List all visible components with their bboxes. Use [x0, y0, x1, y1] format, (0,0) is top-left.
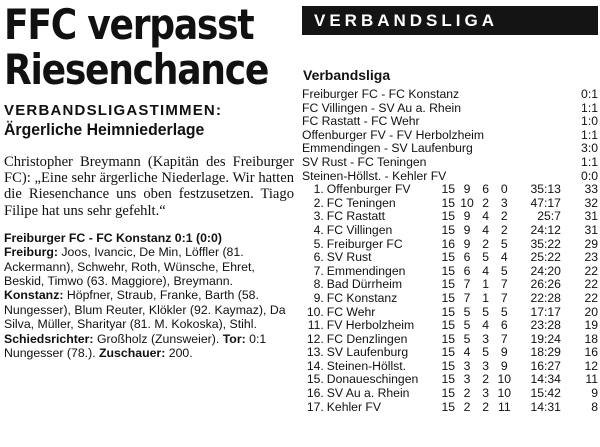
standings-goals: 16:27 — [530, 358, 561, 373]
result-match: SV Rust - FC Teningen — [302, 154, 427, 169]
standings-l: 10 — [497, 386, 512, 401]
standings-l: 5 — [500, 304, 508, 319]
standings-w: 5 — [463, 331, 471, 346]
standings-w: 10 — [460, 195, 474, 210]
standings-rank: 4. — [313, 222, 324, 237]
standings-goals: 18:29 — [530, 345, 561, 360]
match-report — [4, 231, 294, 361]
standings-d: 3 — [482, 386, 490, 401]
standings-pts: 33 — [584, 182, 598, 197]
result-match: Freiburger FC - FC Konstanz — [302, 87, 460, 101]
result-match: FC Rastatt - FC Wehr — [302, 114, 420, 129]
result-row — [302, 88, 598, 102]
standings-team: FC Denzlingen — [326, 331, 408, 346]
standings-pts: 20 — [584, 304, 598, 319]
standings-rank: 11. — [307, 318, 324, 333]
spectators-label: Zuschauer: — [99, 346, 166, 361]
standings-goals: 47:17 — [530, 195, 561, 210]
standings-team: Offenburger FV — [326, 182, 411, 197]
standings-d: 1 — [482, 290, 490, 305]
result-score: 1:1 — [581, 127, 598, 142]
standings-row — [302, 292, 598, 306]
standings-rank: 1. — [313, 182, 324, 197]
standings-gp: 15 — [441, 331, 456, 346]
standings-gp: 15 — [441, 372, 456, 387]
standings-gp: 16 — [441, 236, 456, 251]
result-match: Steinen-Höllst. - Kehler FV — [302, 168, 447, 183]
standings-gp: 15 — [441, 222, 456, 237]
standings-row — [302, 346, 598, 360]
standings-w: 9 — [463, 182, 471, 197]
standings-rank: 6. — [313, 250, 324, 265]
standings-l: 2 — [500, 222, 508, 237]
standings-w: 2 — [463, 399, 471, 414]
standings-l: 11 — [497, 399, 511, 414]
standings-pts: 29 — [584, 236, 598, 251]
freiburg-label: Freiburg: — [4, 245, 58, 260]
standings-gp: 15 — [441, 250, 456, 265]
standings-team: SV Laufenburg — [326, 345, 409, 360]
headline — [4, 0, 269, 94]
result-match: FC Villingen - SV Au a. Rhein — [302, 100, 461, 115]
standings-rank: 15. — [306, 372, 324, 387]
standings-gp: 15 — [441, 182, 456, 197]
standings-row — [302, 251, 598, 265]
standings-goals: 24:20 — [530, 263, 561, 278]
standings-team: Freiburger FC — [326, 236, 403, 251]
standings-pts: 9 — [591, 386, 598, 401]
standings-l: 6 — [500, 318, 508, 333]
standings-l: 10 — [497, 372, 512, 387]
standings-rank: 2. — [313, 195, 324, 210]
standings-pts: 16 — [584, 345, 598, 360]
standings-w: 6 — [463, 263, 471, 278]
standings-team: FV Herbolzheim — [326, 318, 415, 333]
standings-rank: 10. — [306, 304, 324, 319]
standings-l: 3 — [500, 195, 508, 210]
standings-d: 5 — [482, 250, 490, 265]
standings-w: 7 — [463, 290, 471, 305]
standings-l: 5 — [500, 263, 508, 278]
standings-pts: 31 — [584, 222, 598, 237]
standings-gp: 15 — [441, 345, 456, 360]
standings-d: 4 — [482, 263, 490, 278]
standings-d: 3 — [482, 358, 490, 373]
standings-gp: 15 — [441, 304, 456, 319]
standings-rank: 12. — [306, 331, 324, 346]
headline-line-1: FFC verpasst — [4, 0, 254, 49]
standings-w: 2 — [463, 386, 471, 401]
result-row — [302, 102, 598, 116]
standings-team: FC Wehr — [326, 304, 376, 319]
standings-pts: 32 — [584, 195, 598, 210]
konstanz-label: Konstanz: — [4, 288, 64, 303]
standings-goals: 35:13 — [530, 182, 561, 197]
standings-pts: 19 — [584, 318, 598, 333]
standings-row — [302, 401, 598, 415]
standings-w: 6 — [463, 250, 471, 265]
standings-row — [302, 197, 598, 211]
standings-pts: 22 — [584, 290, 598, 305]
result-score: 1:1 — [581, 154, 598, 169]
standings-w: 3 — [463, 372, 471, 387]
standings-team: Steinen-Höllst. — [326, 358, 407, 373]
standings-team: FC Konstanz — [326, 290, 398, 305]
result-score: 0:1 — [581, 87, 598, 101]
standings-w: 9 — [463, 236, 471, 251]
standings-l: 5 — [500, 236, 508, 251]
result-score: 1:0 — [581, 114, 598, 129]
result-score: 0:0 — [581, 168, 598, 183]
kicker: VERBANDSLIGASTIMMEN: — [4, 102, 223, 119]
standings-rank: 9. — [313, 290, 324, 305]
standings-goals: 26:26 — [530, 277, 561, 292]
standings-gp: 15 — [441, 290, 456, 305]
standings-rank: 17. — [306, 399, 324, 414]
standings-table — [302, 183, 598, 414]
standings-rank: 16. — [306, 386, 324, 401]
standings-goals: 25:7 — [537, 209, 561, 224]
standings-row — [302, 387, 598, 401]
standings-w: 9 — [463, 209, 471, 224]
standings-d: 2 — [482, 236, 490, 251]
standings-gp: 15 — [441, 386, 456, 401]
standings-gp: 15 — [441, 399, 456, 414]
standings-goals: 25:22 — [530, 250, 561, 265]
standings-d: 5 — [482, 304, 490, 319]
standings-goals: 17:17 — [530, 304, 561, 319]
standings-d: 5 — [482, 345, 490, 360]
standings-l: 7 — [500, 331, 508, 346]
standings-gp: 15 — [441, 318, 456, 333]
standings-row — [302, 333, 598, 347]
result-match: Offenburger FV - FV Herbolzheim — [302, 127, 484, 142]
headline-line-2: Riesenchance — [4, 45, 269, 94]
standings-gp: 15 — [441, 263, 456, 278]
referee: Großholz (Zunsweier). — [96, 331, 220, 346]
standings-team: Donaueschingen — [326, 372, 419, 387]
standings-team: FC Teningen — [326, 195, 396, 210]
standings-row — [302, 265, 598, 279]
standings-l: 4 — [500, 250, 508, 265]
standings-d: 4 — [482, 209, 490, 224]
quote-paragraph: Christopher Breymann (Kapitän des Freiburger FC): „Eine sehr ärgerliche Niederlage. Wir hatten die Riesenchance uns oben festzusetzen. Tiago Filipe hat uns sehr gefehlt.“ — [4, 154, 294, 219]
standings-l: 9 — [500, 345, 508, 360]
standings-row — [302, 360, 598, 374]
standings-row — [302, 319, 598, 333]
standings-team: FC Rastatt — [326, 209, 386, 224]
standings-pts: 11 — [585, 372, 598, 387]
standings-team: Bad Dürrheim — [326, 277, 402, 292]
article — [4, 2, 294, 360]
standings-w: 5 — [463, 318, 471, 333]
result-score: 1:1 — [581, 100, 598, 115]
result-row — [302, 115, 598, 129]
standings-w: 3 — [463, 358, 471, 373]
standings-goals: 23:28 — [530, 318, 561, 333]
konstanz-lineup: Höpfner, Straub, Franke, Barth (58. Nungesser), Blum Reuter, Klökler (92. Kaymaz), Da Silva, Müller, Sharityar (81. M. Kokoska), Stihl. — [4, 288, 286, 332]
standings-team: SV Au a. Rhein — [326, 386, 410, 401]
standings-w: 9 — [463, 222, 471, 237]
standings-d: 6 — [482, 182, 490, 197]
standings-gp: 15 — [441, 358, 456, 373]
standings-d: 2 — [482, 195, 490, 210]
standings-team: SV Rust — [326, 250, 372, 265]
goals: 0:1 Nungesser (78.). — [4, 331, 267, 361]
standings-rank: 14. — [306, 358, 324, 373]
standings-rank: 7. — [313, 263, 324, 278]
standings-row — [302, 306, 598, 320]
standings-rank: 13. — [306, 345, 324, 360]
result-match: Emmendingen - SV Laufenburg — [302, 141, 473, 156]
standings-pts: 18 — [584, 331, 598, 346]
standings-d: 1 — [482, 277, 490, 292]
match-line: Freiburger FC - FC Konstanz 0:1 (0:0) — [4, 230, 222, 245]
standings-team: FC Villingen — [326, 222, 393, 237]
standings-pts: 8 — [591, 399, 598, 414]
section-banner: VERBANDSLIGA — [302, 6, 598, 35]
standings-gp: 15 — [441, 195, 456, 210]
standings-goals: 22:28 — [530, 290, 561, 305]
standings-d: 4 — [482, 222, 490, 237]
standings-goals: 24:12 — [530, 222, 561, 237]
standings-goals: 15:42 — [530, 386, 561, 401]
standings-row — [302, 183, 598, 197]
referee-label: Schiedsrichter: — [4, 331, 94, 346]
result-row — [302, 156, 598, 170]
standings-pts: 22 — [584, 263, 598, 278]
standings-d: 2 — [482, 399, 490, 414]
results-list — [302, 88, 598, 183]
league-title: Verbandsliga — [303, 67, 391, 83]
standings-l: 7 — [500, 290, 508, 305]
subhead: Ärgerliche Heimniederlage — [4, 120, 205, 139]
standings-rank: 5. — [313, 236, 324, 251]
standings-gp: 15 — [441, 209, 456, 224]
standings-goals: 19:24 — [530, 331, 561, 346]
result-score: 3:0 — [581, 141, 598, 156]
standings-l: 7 — [500, 277, 508, 292]
standings-pts: 12 — [584, 358, 598, 373]
standings-gp: 15 — [441, 277, 456, 292]
league-sidebar — [302, 6, 598, 414]
goals-label: Tor: — [222, 331, 246, 346]
standings-rank: 8. — [313, 277, 324, 292]
standings-l: 0 — [500, 182, 508, 197]
standings-d: 3 — [482, 331, 490, 346]
standings-row — [302, 210, 598, 224]
standings-row — [302, 278, 598, 292]
freiburg-lineup: Joos, Ivancic, De Min, Löffler (81. Ackermann), Schwehr, Roth, Wünsche, Ehret, Beskid, Timwo (63. Maggiore), Breymann. — [4, 245, 255, 289]
standings-w: 7 — [463, 277, 471, 292]
standings-rank: 3. — [313, 209, 324, 224]
standings-w: 5 — [463, 304, 471, 319]
standings-l: 2 — [500, 209, 508, 224]
standings-team: Emmendingen — [326, 263, 406, 278]
standings-d: 2 — [482, 372, 490, 387]
standings-goals: 14:31 — [530, 399, 561, 414]
standings-d: 4 — [482, 318, 490, 333]
standings-pts: 22 — [584, 277, 598, 292]
result-row — [302, 170, 598, 184]
standings-row — [302, 238, 598, 252]
standings-pts: 31 — [584, 209, 598, 224]
standings-goals: 14:34 — [530, 372, 561, 387]
standings-w: 4 — [463, 345, 471, 360]
standings-team: Kehler FV — [326, 399, 381, 414]
standings-pts: 23 — [584, 250, 598, 265]
standings-row — [302, 224, 598, 238]
standings-row — [302, 373, 598, 387]
standings-l: 9 — [500, 358, 508, 373]
spectators: 200. — [168, 346, 193, 361]
result-row — [302, 142, 598, 156]
standings-goals: 35:22 — [530, 236, 561, 251]
result-row — [302, 129, 598, 143]
